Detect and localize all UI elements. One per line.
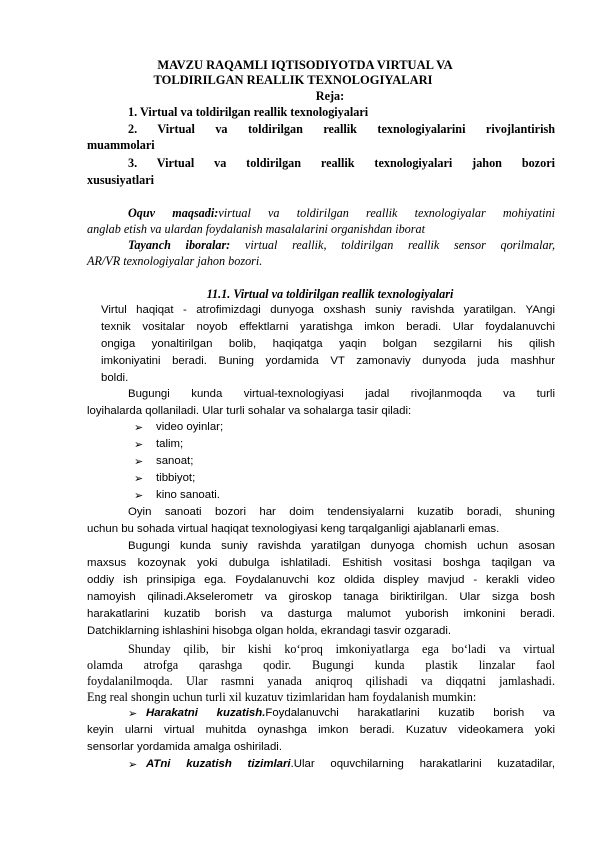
p4-line-3: oddiy ish prinsipiga ega. Foydalanuvchi koz oldida displey mavjud - kerakli video <box>87 574 555 586</box>
tracking-bullet-line-3: sensorlar yordamida amalga oshiriladi. <box>87 741 282 753</box>
keywords-line-1 <box>128 238 555 253</box>
bullet-arrow-icon: ➢ <box>134 439 144 451</box>
goal-label: Oquv maqsadi: <box>128 206 219 220</box>
eye-tracking-bullet-line-1 <box>146 758 555 770</box>
p2-line-1: Bugungi kunda virtual-texnologiyasi jadal rivojlanmoqda va turli <box>128 388 555 400</box>
p4-line-5: harakatlarini kuzatib borish va dasturga malumot yuborish imkonini beradi. <box>87 608 555 620</box>
bullet-item: tibbiyot; <box>156 472 196 484</box>
p4-line-1: Bugungi kunda suniy ravishda yaratilgan dunyoga chomish uchun asosan <box>128 540 555 552</box>
p4-line-4: namoyish qilinadi.Akselerometr va giroskop tanaga biriktirilgan. Ular sizga bosh <box>87 591 555 603</box>
p1-line-3: ongiga yonaltirilgan bolib, haqiqatga yaqin bolgan sezgilarni his qilish <box>101 338 555 350</box>
plan-heading: Reja: <box>315 89 345 103</box>
bullet-arrow-icon: ➢ <box>128 708 138 720</box>
keywords-text: virtual reallik, toldirilgan reallik sensor qorilmalar, <box>230 238 555 252</box>
goal-text: virtual va toldirilgan reallik texnologiyalar mohiyatini <box>218 206 556 220</box>
eye-tracking-bullet-text: .Ular oquvchilarning harakatlarini kuzatadilar, <box>290 758 555 770</box>
p1-line-1: Virtul haqiqat - atrofimizdagi dunyoga oxshash suniy ravishda yaratilgan. YAngi <box>101 304 555 316</box>
p2-line-2: loyihalarda qollaniladi. Ular turli sohalar va sohalarga tasir qiladi: <box>87 405 412 417</box>
bullet-item: video oyinlar; <box>156 421 224 433</box>
plan-item-2-cont: muammolari <box>87 138 155 152</box>
keywords-line-2: AR/VR texnologiyalar jahon bozori. <box>87 254 263 268</box>
p4-line-6: Datchiklarning ishlashini hisobga olgan holda, ekrandagi tasvir ozgaradi. <box>87 625 452 637</box>
plan-item-3: 3. Virtual va toldirilgan reallik texnologiyalari jahon bozori <box>128 156 555 170</box>
tracking-bullet-line-2: keyin ularni virtual muhitda oynashga imkon beradi. Kuzatuv videokamera yoki <box>87 724 555 736</box>
p1-line-5: boldi. <box>101 372 129 384</box>
goal-line-1 <box>128 206 555 221</box>
document-title-line2: TOLDIRILGAN REALLIK TEXNOLOGIYALARI <box>153 73 433 87</box>
tracking-bullet-label: Harakatni kuzatish. <box>146 707 266 719</box>
p5-line-3: foydalanilmoqda. Ular rasmni yanada aniqroq qilishadi va diqqatni jamlashadi. <box>87 674 555 688</box>
plan-item-2: 2. Virtual va toldirilgan reallik texnologiyalarini rivojlantirish <box>128 122 555 136</box>
bullet-arrow-icon: ➢ <box>134 490 144 502</box>
plan-item-3-cont: xususiyatlari <box>87 173 155 187</box>
p3-line-1: Oyin sanoati bozori har doim tendensiyalarni kuzatib boradi, shuning <box>128 506 555 518</box>
bullet-arrow-icon: ➢ <box>134 473 144 485</box>
section-heading: 11.1. Virtual va toldirilgan reallik texnologiyalari <box>206 287 454 301</box>
goal-line-2: anglab etish va ulardan foydalanish masalalarini organishdan iborat <box>87 222 425 236</box>
p1-line-2: texnik vositalar noyob effektlarni yaratishga imkon beradi. Ular foydalanuvchi <box>101 321 555 333</box>
eye-tracking-bullet-label: ATni kuzatish tizimlari <box>146 758 291 770</box>
bullet-arrow-icon: ➢ <box>128 759 138 771</box>
tracking-bullet-text: Foydalanuvchi harakatlarini kuzatib borish va <box>265 707 555 719</box>
p5-line-2: olamda atrofga qarashga qodir. Bugungi kunda plastik linzalar faol <box>87 658 555 672</box>
bullet-item: talim; <box>156 438 184 450</box>
bullet-item: sanoat; <box>156 455 194 467</box>
bullet-item: kino sanoati. <box>156 489 220 501</box>
p5-line-4: Eng real shongin uchun turli xil kuzatuv tizimlaridan ham foydalanish mumkin: <box>87 690 477 704</box>
plan-item-1: 1. Virtual va toldirilgan reallik texnologiyalari <box>128 105 369 119</box>
tracking-bullet-line-1 <box>146 707 555 719</box>
p1-line-4: imkoniyatini beradi. Buning yordamida VT zamonaviy dunyoda juda mashhur <box>101 355 555 367</box>
p5-line-1: Shunday qilib, bir kishi ko‘proq imkoniyatlarga ega bo‘ladi va virtual <box>128 642 555 656</box>
p4-line-2: maxsus kozoynak yoki dubulga ishlatiladi. Eshitish vositasi boshga taqilgan va <box>87 557 555 569</box>
bullet-arrow-icon: ➢ <box>134 456 144 468</box>
keywords-label: Tayanch iboralar: <box>128 238 231 252</box>
bullet-arrow-icon: ➢ <box>134 422 144 434</box>
document-title-line1: MAVZU RAQAMLI IQTISODIYOTDA VIRTUAL VA <box>157 58 453 72</box>
p3-line-2: uchun bu sohada virtual haqiqat texnologiyasi keng tarqalganligi ajablanarli emas. <box>87 523 500 535</box>
